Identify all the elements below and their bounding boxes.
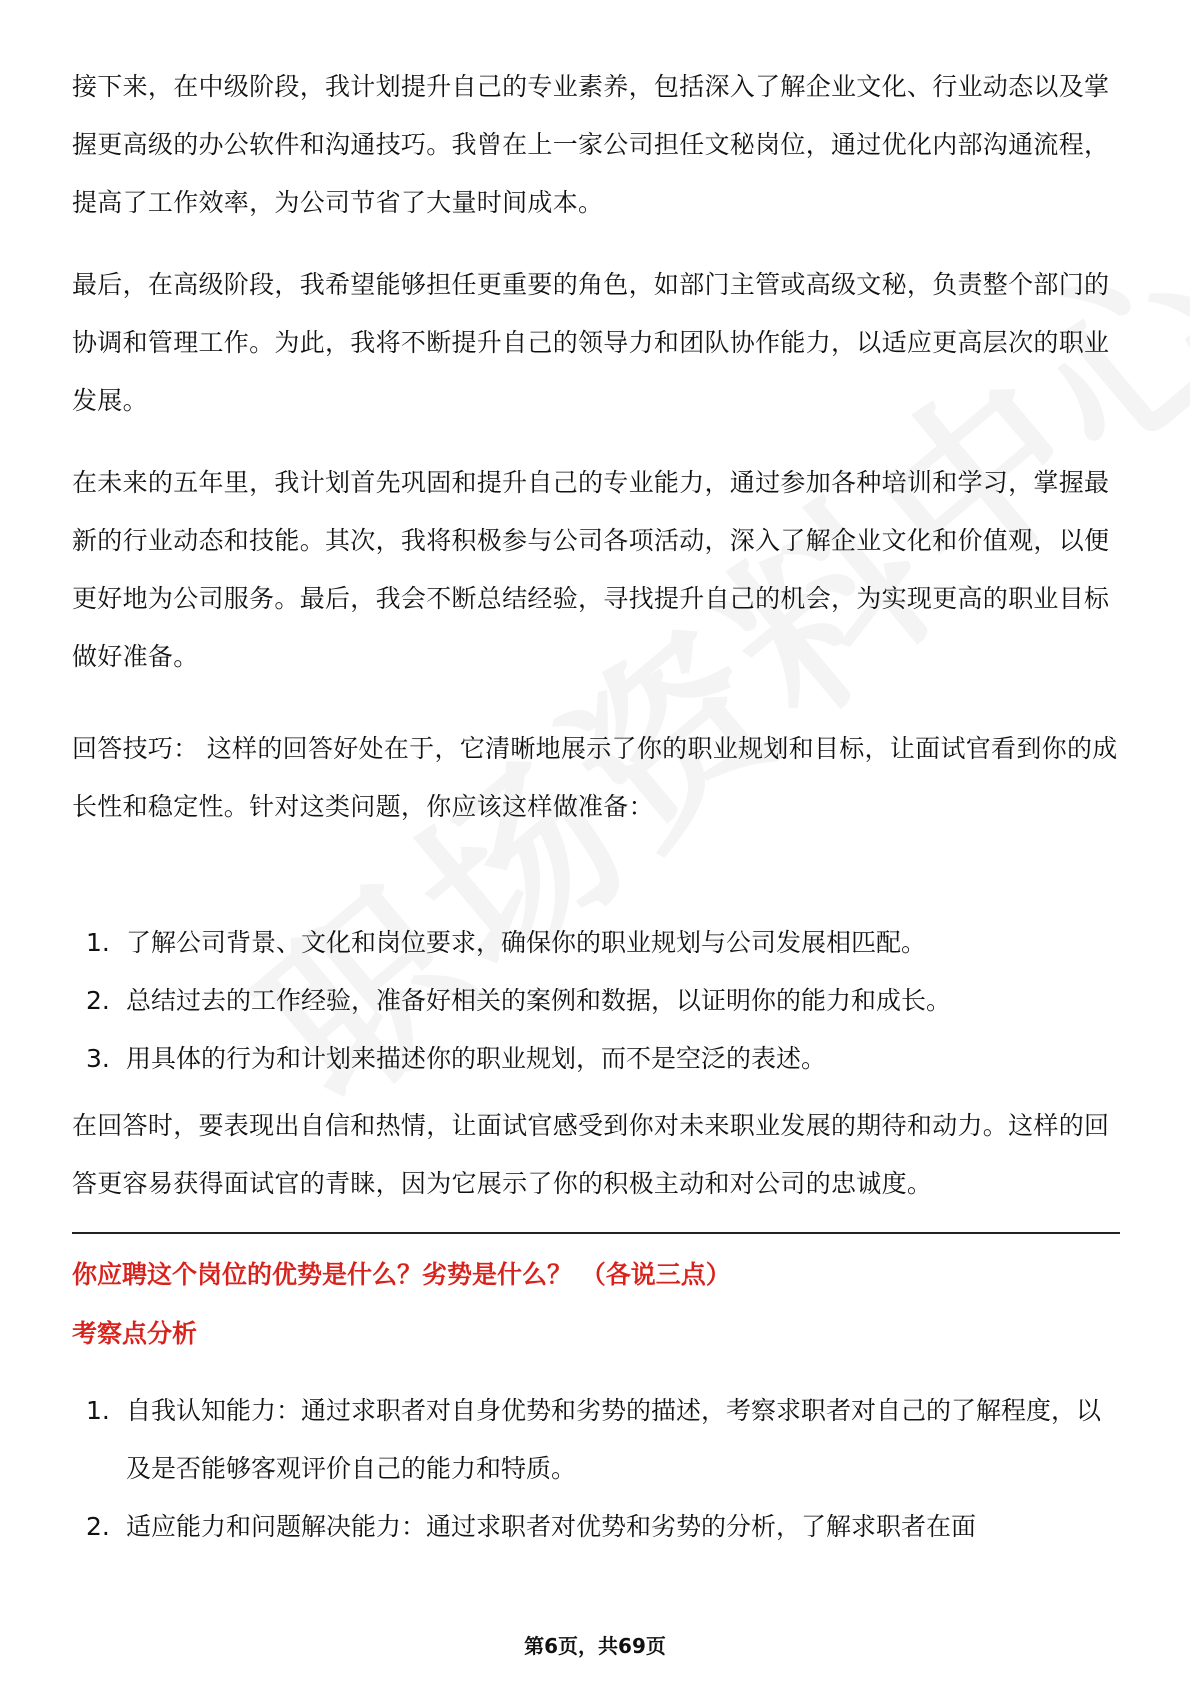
- list-number: 1.: [86, 1396, 110, 1425]
- list-number: 2.: [86, 986, 110, 1015]
- list-item-text: 总结过去的工作经验，准备好相关的案例和数据，以证明你的能力和成长。: [126, 986, 952, 1015]
- list-item: [72, 972, 951, 1030]
- paragraph-answer-tips: 回答技巧： 这样的回答好处在于，它清晰地展示了你的职业规划和目标，让面试官看到你的成长性和稳定性。针对这类问题，你应该这样做准备：: [72, 734, 1118, 821]
- list-item: [72, 1382, 1120, 1498]
- section-divider: [72, 1232, 1120, 1234]
- list-number: 3.: [86, 1044, 110, 1073]
- list-item: [72, 914, 951, 972]
- list-number: 2.: [86, 1512, 110, 1541]
- list-item: [72, 1498, 1120, 1556]
- question-heading: 你应聘这个岗位的优势是什么？劣势是什么？ （各说三点）: [72, 1260, 731, 1289]
- list-item-text: 适应能力和问题解决能力：通过求职者对优势和劣势的分析，了解求职者在面: [126, 1512, 977, 1541]
- analysis-heading: 考察点分析: [72, 1319, 198, 1348]
- list-item: [72, 1030, 951, 1088]
- list-number: 1.: [86, 928, 110, 957]
- tips-list: [72, 914, 951, 1088]
- paragraph-mid-stage: 接下来，在中级阶段，我计划提升自己的专业素养，包括深入了解企业文化、行业动态以及掌握更高级的办公软件和沟通技巧。我曾在上一家公司担任文秘岗位，通过优化内部沟通流程，提高了工作效率，为公司节省了大量时间成本。: [72, 72, 1110, 217]
- page-footer: 第6页，共69页: [524, 1634, 666, 1658]
- analysis-list: [72, 1382, 1120, 1556]
- list-item-text: 了解公司背景、文化和岗位要求，确保你的职业规划与公司发展相匹配。: [126, 928, 927, 957]
- list-item-text: 自我认知能力：通过求职者对自身优势和劣势的描述，考察求职者对自己的了解程度，以及是否能够客观评价自己的能力和特质。: [126, 1396, 1102, 1483]
- paragraph-senior-stage: 最后，在高级阶段，我希望能够担任更重要的角色，如部门主管或高级文秘，负责整个部门的协调和管理工作。为此，我将不断提升自己的领导力和团队协作能力，以适应更高层次的职业发展。: [72, 270, 1110, 415]
- paragraph-five-year-plan: 在未来的五年里，我计划首先巩固和提升自己的专业能力，通过参加各种培训和学习，掌握最新的行业动态和技能。其次，我将积极参与公司各项活动，深入了解企业文化和价值观，以便更好地为公司服务。最后，我会不断总结经验，寻找提升自己的机会，为实现更高的职业目标做好准备。: [72, 468, 1110, 671]
- paragraph-closing: 在回答时，要表现出自信和热情，让面试官感受到你对未来职业发展的期待和动力。这样的回答更容易获得面试官的青睐，因为它展示了你的积极主动和对公司的忠诚度。: [72, 1111, 1110, 1198]
- list-item-text: 用具体的行为和计划来描述你的职业规划，而不是空泛的表述。: [126, 1044, 827, 1073]
